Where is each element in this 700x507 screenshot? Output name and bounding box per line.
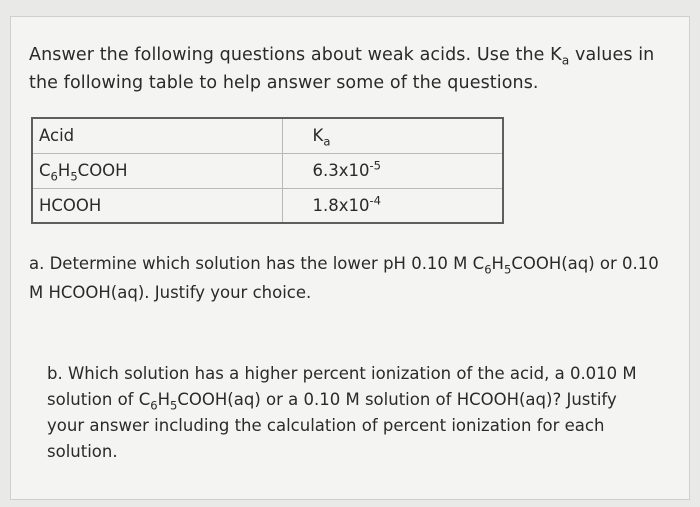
question-a: a. Determine which solution has the lower pH 0.10 M $C_6H_5COOH(aq)$ or 0.10 M HCOOH(aq). Justify your choice. (29, 254, 659, 302)
question-b: b. Which solution has a higher percent ionization of the acid, a 0.010 M solution of $C_6H_5COOH(aq)$ or a 0.10 M solution of HCOOH(aq)? Justify your answer including the calculation of percent ionization for each solution. (47, 364, 637, 461)
ka-cell: $1.8x10^{-4}$ (282, 188, 503, 223)
header-acid: Acid (32, 118, 282, 153)
header-ka: $K_a$ (282, 118, 503, 153)
ka-table (31, 117, 504, 224)
acid-cell: $C_6H_5COOH$ (32, 153, 282, 188)
table-header-row (32, 118, 503, 153)
question-card (10, 16, 690, 500)
intro-text: Answer the following questions about weak acids. Use the $K_a$ values in the following table to help answer some of the questions. (29, 45, 655, 93)
table-row (32, 153, 503, 188)
ka-cell: $6.3x10^{-5}$ (282, 153, 503, 188)
table-row (32, 188, 503, 223)
acid-cell: HCOOH (32, 188, 282, 223)
